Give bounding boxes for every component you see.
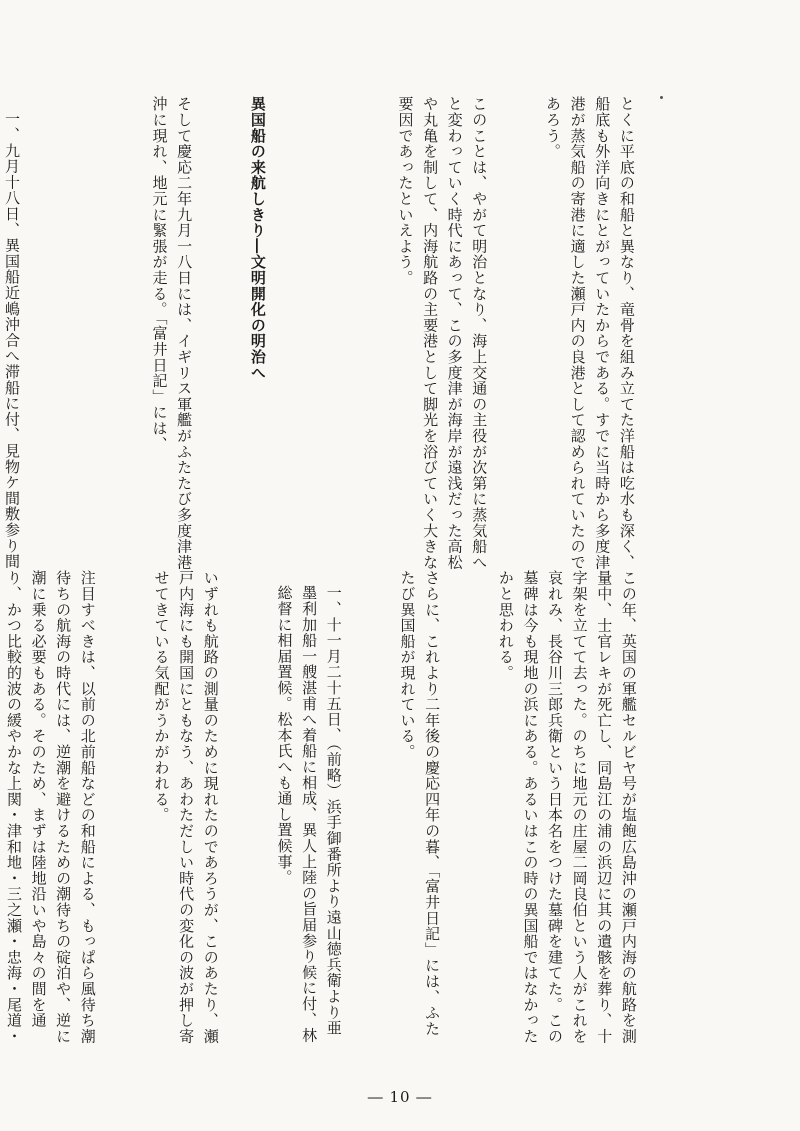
lower-text-block xyxy=(0,570,690,1050)
blank-line xyxy=(73,96,98,576)
paragraph: さらに、これより二年後の慶応四年の暮、「富井日記」には、ふたたび異国船が現れている。 xyxy=(398,570,442,1037)
paragraph: 注目すべきは、以前の北前船などの和船による、もっぱら風待ち潮待ちの航海の時代には、逆潮を避けるための潮待ちの碇泊や、逆に潮に乗る必要もある。そのため、まずは陸地沿いや島々の間を通り、かつ比較的波の緩やかな上関・津和地・三之瀬・忠海・尾道・ xyxy=(4,570,97,1044)
section-heading: 異国船の来航しきり―文明開化の明治へ xyxy=(248,96,267,381)
diary-quote: 一、十一月二十五日、（前略）浜手御番所より遠山徳兵衛より亜墨利加船一艘湛甫へ着船に相成、異人上陸の旨届参り候に付、林総督に相届置候。松本氏へも通し置候事。 xyxy=(275,585,343,1044)
diary-quote: 一、九月十八日、異国船近嶋沖合へ滞船に付、見物ケ間敷参り間 xyxy=(2,111,21,570)
paragraph: そして慶応二年九月一八日には、イギリス軍艦がふたたび多度津港沖に現れ、地元に緊張が走る。「富井日記」には、 xyxy=(150,96,194,570)
paragraph: この年、英国の軍艦セルビヤ号が塩飽広島沖の瀬戸内海の航路を測量中、士官レキが死亡し、同島江の浦の浜辺に其の遺骸を葬り、十字架を立てて去った。のちに地元の庄屋二岡良伯という人がこれを哀れみ、長谷川三郎兵衛という日本名をつけた墓碑を建てた。この墓碑は今も現地の浜にある。あるいはこの時の異国船ではなかったかと思われる。 xyxy=(496,570,638,1044)
blank-line xyxy=(319,96,344,576)
page-number: ― 10 ― xyxy=(367,1088,433,1106)
upper-text-block xyxy=(0,96,688,576)
paragraph: このことは、やがて明治となり、海上交通の主役が次第に蒸気船へと変わっていく時代にあって、この多度津が海岸が遠浅だった高松や丸亀を制して、内海航路の主要港として脚光を浴びていく大きな要因であったといえよう。 xyxy=(396,96,489,570)
paragraph: とくに平底の和船と異なり、竜骨を組み立てた洋船は吃水も深く、船底も外洋向きにとがっていたからである。すでに当時から多度津港が蒸気船の寄港に適した瀬戸内の良港として認められていたのであろう。 xyxy=(544,96,636,570)
paragraph: いずれも航路の測量のために現れたのであろうが、このあたり、瀬戸内海にも開国にともなう、あわただしい時代の変化の波が押し寄せてきている気配がうかがわれる。 xyxy=(152,570,220,1044)
